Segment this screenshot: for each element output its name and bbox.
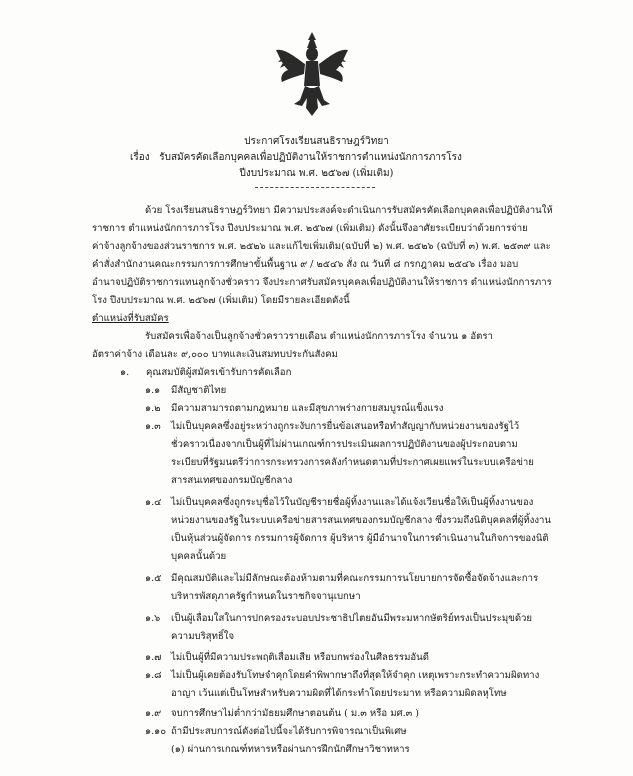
item-number: ๑.๗ [145,652,162,663]
list-item [145,670,539,682]
position-line: รับสมัครเพื่อจ้างเป็นลูกจ้างชั่วคราวรายเดือน ตำแหน่งนักการภารโรง จำนวน ๑ อัตรา [145,331,493,342]
item-text: ไม่เป็นผู้เคยต้องรับโทษจำคุกโดยคำพิพากษาถึงที่สุดให้จำคุก เหตุเพราะกระทำความผิดทาง [171,670,540,681]
item-text: มีความสามารถตามกฎหมาย และมีสุขภาพร่างกายสมบูรณ์แข็งแรง [171,403,444,414]
item-text: ไม่เป็นบุคคลซึ่งอยู่ระหว่างถูกระงับการยื่นข้อเสนอหรือทำสัญญากับหน่วยงานของรัฐไว้ [171,421,520,432]
list-item [145,726,407,738]
item-number: ๑.๘ [145,670,162,681]
qualifications-title: คุณสมบัติผู้สมัครเข้ารับการคัดเลือก [146,367,292,378]
list-item [145,403,443,415]
position-line: อัตราค่าจ้าง เดือนละ ๙,๐๐๐ บาทและเงินสมทบประกันสังคม [92,349,338,360]
list-item [145,497,533,509]
item-text: ไม่เป็นผู้ที่มีความประพฤติเสื่อมเสีย หรือบกพร่องในศีลธรรมอันดี [171,652,429,663]
item-continuation: อาญา เว้นแต่เป็นโทษสำหรับความผิดที่ได้กระทำโดยประมาท หรือความผิดลหุโทษ [171,688,507,699]
item-continuation: หน่วยงานของรัฐในระบบเครือข่ายสารสนเทศของกรมบัญชีกลาง ซึ่งรวมถึงนิติบุคคลที่ผู้ทิ้งงาน [171,515,551,526]
item-number: ๑.๙ [145,708,162,719]
intro-line: คำสั่งสำนักงานคณะกรรมการการศึกษาขั้นพื้นฐาน ๙ / ๒๕๔๖ สั่ง ณ วันที่ ๘ กรกฎาคม ๒๕๔๖ เรื่อง มอบ [92,259,519,270]
item-continuation: บริหารพัสดุภาครัฐกำหนดในราชกิจจานุเบกษา [171,591,361,602]
item-number: ๑.๔ [145,497,162,508]
item-number: ๑.๑๐ [145,726,167,737]
fiscal-year: ปีงบประมาณ พ.ศ. ๒๕๖๗ (เพิ่มเติม) [239,168,394,179]
list-item [145,652,429,664]
item-text: จบการศึกษาไม่ต่ำกว่ามัธยมศึกษาตอนต้น ( ม.๓ หรือ มศ.๓ ) [171,708,420,719]
subject-label: เรื่อง [130,152,150,163]
announcement-title: ประกาศโรงเรียนสนธิราษฎร์วิทยา [244,136,389,147]
list-item [145,573,538,585]
list-item [145,385,226,397]
item-continuation: ความบริสุทธิ์ใจ [171,631,235,642]
intro-line: ราชการ ตำแหน่งนักการภารโรง ปีงบประมาณ พ.ศ. ๒๕๖๗ (เพิ่มเติม) ดังนั้นจึงอาศัยระเบียบว่าด้วยการจ่าย [92,223,528,234]
item-continuation: บุคคลนั้นด้วย [171,551,227,562]
item-number: ๑.๖ [145,613,161,624]
divider [255,187,375,188]
announcement-subject [130,151,630,164]
item-continuation: ระเบียบที่รัฐมนตรีว่าการกระทรวงการคลังกำหนดตามที่ประกาศเผยแพร่ในระบบเครือข่าย [171,457,534,468]
qualifications-number: ๑. [120,367,130,378]
subject-text: รับสมัครคัดเลือกบุคคลเพื่อปฏิบัติงานให้ราชการตำแหน่งนักการภารโรง [159,152,462,163]
item-text: ไม่เป็นบุคคลซึ่งถูกระบุชื่อไว้ในบัญชีรายชื่อผู้ทิ้งงานและได้แจ้งเวียนชื่อให้เป็นผู้ทิ้งงานของ [171,497,534,508]
item-text: เป็นผู้เลื่อมใสในการปกครองระบอบประชาธิปไตยอันมีพระมหากษัตริย์ทรงเป็นประมุขด้วย [171,613,533,624]
garuda-emblem-icon [272,28,352,118]
sub-item: (๑) ผ่านการเกณฑ์ทหารหรือผ่านการฝึกนักศึกษาวิชาทหาร [171,744,410,755]
section-heading: ตำแหน่งที่รับสมัคร [92,313,169,324]
list-item [145,613,532,625]
item-number: ๑.๓ [145,421,161,432]
intro-line: โรง ปีงบประมาณ พ.ศ. ๒๕๖๗ (เพิ่มเติม) โดยมีรายละเอียดดังนี้ [92,295,350,306]
qualifications-heading [120,367,291,379]
item-text: มีคุณสมบัติและไม่มีลักษณะต้องห้ามตามที่คณะกรรมการนโยบายการจัดซื้อจัดจ้างและการ [171,573,539,584]
intro-line: ค่าจ้างลูกจ้างของส่วนราชการ พ.ศ. ๒๕๒๖ และแก้ไขเพิ่มเติม(ฉบับที่ ๒) พ.ศ. ๒๕๒๖ (ฉบับที่ ๓) พ.ศ. ๒๕๓๙ และ [92,241,551,252]
item-continuation: เป็นหุ้นส่วนผู้จัดการ กรรมการผู้จัดการ ผู้บริหาร ผู้มีอำนาจในการดำเนินงานในกิจการของนิติ [171,533,549,544]
item-text: มีสัญชาติไทย [171,385,227,396]
item-continuation: ชั่วคราวเนื่องจากเป็นผู้ที่ไม่ผ่านเกณฑ์การประเมินผลการปฏิบัติงานของผู้ประกอบตาม [171,439,518,450]
list-item [145,421,519,433]
list-item [145,708,419,720]
item-text: ถ้ามีประสบการณ์ดังต่อไปนี้จะได้รับการพิจารณาเป็นพิเศษ [171,726,407,737]
item-number: ๑.๒ [145,403,161,414]
intro-line: ด้วย โรงเรียนสนธิราษฎร์วิทยา มีความประสงค์จะดำเนินการรับสมัครคัดเลือกบุคคลเพื่อปฏิบัติงานให้ [145,205,553,216]
item-number: ๑.๑ [145,385,161,396]
item-continuation: สารสนเทศของกรมบัญชีกลาง [171,475,293,486]
item-number: ๑.๕ [145,573,162,584]
intro-line: อำนาจปฏิบัติราชการแทนลูกจ้างชั่วคราว จึงประกาศรับสมัครบุคคลเพื่อปฏิบัติงานให้ราชการ ตำแหน่งนักการภาร [92,277,552,288]
